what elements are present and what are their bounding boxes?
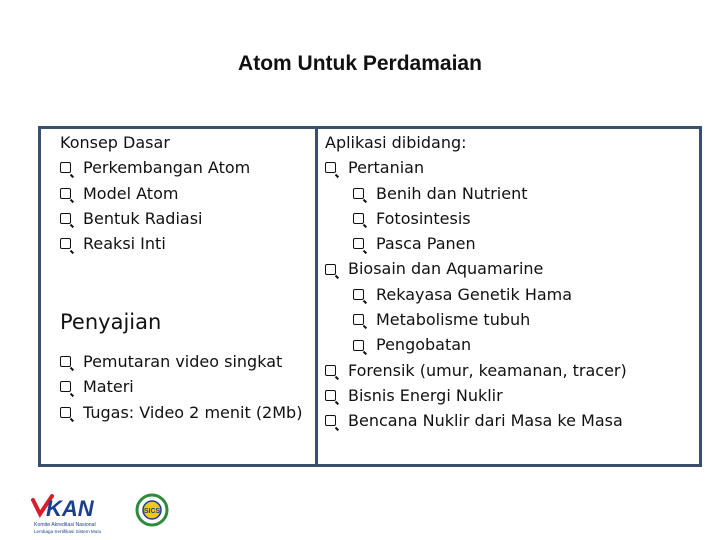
list-item: Rekayasa Genetik Hama [325,282,627,307]
checkbox-bullet-icon [353,238,364,249]
checkbox-bullet-icon [353,213,364,224]
list-item: Bencana Nuklir dari Masa ke Masa [325,408,627,433]
checkbox-bullet-icon [353,340,364,351]
list-item: Fotosintesis [325,206,627,231]
right-column [325,130,627,434]
checkbox-bullet-icon [325,390,336,401]
right-heading: Aplikasi dibidang: [325,133,467,152]
checkbox-bullet-icon [60,213,71,224]
list-item: Forensik (umur, keamanan, tracer) [325,358,627,383]
list-item: Metabolisme tubuh [325,307,627,332]
left-heading: Konsep Dasar [60,133,170,152]
checkbox-bullet-icon [325,162,336,173]
logo-brand: KAN [46,496,94,521]
checkbox-bullet-icon [325,264,336,275]
checkbox-bullet-icon [60,356,71,367]
left-column [60,130,250,256]
checkbox-bullet-icon [60,238,71,249]
list-item: Model Atom [60,181,250,206]
left-section2 [60,307,302,425]
list-item: Perkembangan Atom [60,155,250,180]
list-item: Bisnis Energi Nuklir [325,383,627,408]
checkbox-bullet-icon [353,314,364,325]
list-item: Bentuk Radiasi [60,206,250,231]
badge-label: SICS [143,508,161,515]
checkbox-bullet-icon [353,289,364,300]
checkbox-bullet-icon [325,365,336,376]
list-item: Pemutaran video singkat [60,349,302,374]
list-item: Pasca Panen [325,231,627,256]
list-item: Pengobatan [325,332,627,357]
checkbox-bullet-icon [60,188,71,199]
list-item: Pertanian [325,155,627,180]
checkbox-bullet-icon [353,188,364,199]
kan-logo [30,490,170,536]
checkbox-bullet-icon [60,407,71,418]
list-item: Benih dan Nutrient [325,181,627,206]
list-item: Materi [60,374,302,399]
logo-subtitle: Komite Akreditasi Nasional [34,522,96,528]
section-heading: Penyajian [60,310,162,334]
list-item: Reaksi Inti [60,231,250,256]
list-item: Biosain dan Aquamarine [325,256,627,281]
logo-subtitle2: Lembaga Sertifikasi Sistem Mutu [34,529,102,534]
checkbox-bullet-icon [60,162,71,173]
checkbox-bullet-icon [60,381,71,392]
checkbox-bullet-icon [325,415,336,426]
slide-title: Atom Untuk Perdamaian [238,52,482,75]
list-item: Tugas: Video 2 menit (2Mb) [60,400,302,425]
